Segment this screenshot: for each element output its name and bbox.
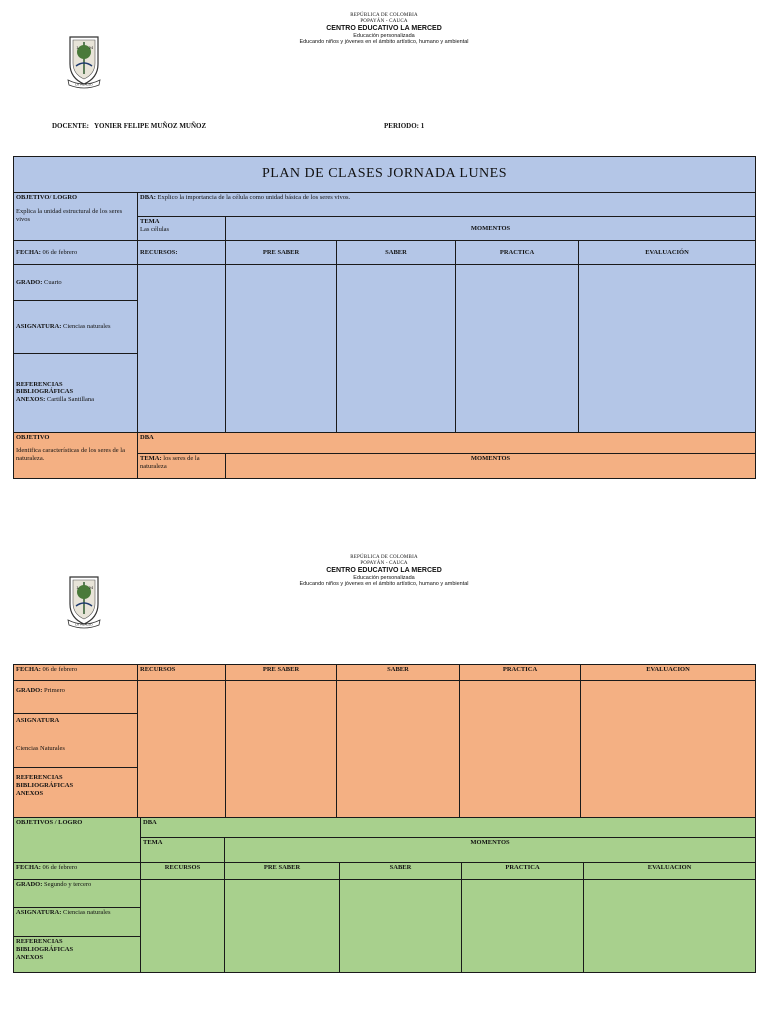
asignatura-value: Ciencias naturales xyxy=(63,323,111,331)
referencias-cell[interactable] xyxy=(14,937,141,973)
practica-cell[interactable] xyxy=(456,265,579,433)
grado-value: Primero xyxy=(43,687,65,694)
recursos-cell[interactable] xyxy=(141,880,225,973)
fecha-cell[interactable] xyxy=(14,241,138,265)
school-name: CENTRO EDUCATIVO LA MERCED xyxy=(326,566,442,574)
tema-text: los seres de la naturaleza xyxy=(140,455,200,470)
bibliograficas-label: BIBLIOGRÁFICAS xyxy=(16,388,74,396)
referencias-label: REFERENCIAS xyxy=(16,380,63,388)
objetivo-label: OBJETIVO xyxy=(16,434,50,441)
evaluacion-header: EVALUACION xyxy=(584,863,756,880)
anexos-label: ANEXOS xyxy=(16,789,44,797)
saber-cell[interactable] xyxy=(337,681,460,818)
fecha-value: 06 de febrero xyxy=(42,248,78,256)
plan-title: PLAN DE CLASES JORNADA LUNES xyxy=(14,157,756,193)
objetivo-cell[interactable] xyxy=(14,818,141,863)
fecha-value: 06 de febrero xyxy=(42,864,78,871)
svg-text:LA MERCED: LA MERCED xyxy=(75,82,93,87)
recursos-cell[interactable] xyxy=(138,681,226,818)
teacher-line xyxy=(52,122,206,130)
city-text: POPAYÁN - CAUCA xyxy=(360,560,408,566)
objetivo-label: OBJETIVO/ LOGRO xyxy=(16,194,78,201)
tema-cell[interactable] xyxy=(138,217,226,241)
objetivo-cell[interactable] xyxy=(14,433,138,479)
tema-text: Las células xyxy=(140,225,170,233)
evaluacion-cell[interactable] xyxy=(584,880,756,973)
asignatura-cell[interactable] xyxy=(14,908,141,937)
period-label: PERIODO: xyxy=(384,122,419,130)
asignatura-value: Ciencias Naturales xyxy=(16,744,65,752)
recursos-header: RECURSOS: xyxy=(138,241,226,265)
plan-table-2-bottom xyxy=(13,664,756,818)
school-crest-logo xyxy=(66,574,102,630)
dba-cell[interactable] xyxy=(138,193,756,217)
referencias-label: REFERENCIAS xyxy=(16,938,63,945)
teacher-label: DOCENTE: xyxy=(52,122,89,130)
grado-label: GRADO: xyxy=(16,278,43,286)
teacher-name: YONIER FELIPE MUÑOZ MUÑOZ xyxy=(93,122,207,130)
practica-header: PRACTICA xyxy=(460,665,581,681)
plan-table-2-top xyxy=(13,432,756,479)
recursos-header: RECURSOS xyxy=(141,863,225,880)
svg-text:L: L xyxy=(76,45,80,50)
fecha-label: FECHA: xyxy=(16,864,41,871)
presaber-cell[interactable] xyxy=(226,681,337,818)
svg-text:M: M xyxy=(89,585,94,590)
anexos-value: Cartilla Santillana xyxy=(46,396,95,404)
practica-cell[interactable] xyxy=(460,681,581,818)
anexos-label: ANEXOS: xyxy=(16,396,46,404)
grado-label: GRADO: xyxy=(16,687,43,694)
mission-text: Educando niños y jóvenes en el ámbito artístico, humano y ambiental xyxy=(299,580,469,587)
dba-cell[interactable]: DBA xyxy=(138,433,756,454)
practica-header: PRACTICA xyxy=(462,863,584,880)
objetivo-text: Explica la unidad estructural de los seres vivos xyxy=(16,207,123,223)
svg-text:L: L xyxy=(76,585,80,590)
tagline-text: Educación personalizada xyxy=(353,32,415,39)
objetivo-text: Identifica características de los seres de la naturaleza. xyxy=(16,446,125,462)
practica-cell[interactable] xyxy=(462,880,584,973)
dba-label: DBA: xyxy=(140,194,156,201)
tema-label: TEMA: xyxy=(140,455,162,462)
referencias-cell[interactable] xyxy=(14,354,138,433)
fecha-value: 06 de febrero xyxy=(42,666,78,673)
practica-header: PRACTICA xyxy=(456,241,579,265)
evaluacion-header: EVALUACION xyxy=(581,665,756,681)
asignatura-cell[interactable] xyxy=(14,714,138,768)
grado-cell[interactable] xyxy=(14,880,141,908)
bibliograficas-label: BIBLIOGRÁFICAS xyxy=(16,945,74,953)
saber-cell[interactable] xyxy=(337,265,456,433)
grado-label: GRADO: xyxy=(16,881,43,888)
mission-text: Educando niños y jóvenes en el ámbito artístico, humano y ambiental xyxy=(299,38,469,45)
momentos-header: MOMENTOS xyxy=(226,454,756,479)
plan-table-3 xyxy=(13,817,756,973)
dba-cell[interactable]: DBA xyxy=(141,818,756,838)
saber-cell[interactable] xyxy=(340,880,462,973)
school-name: CENTRO EDUCATIVO LA MERCED xyxy=(326,24,442,32)
school-header-2 xyxy=(184,555,584,587)
country-text: REPÚBLICA DE COLOMBIA xyxy=(350,555,418,560)
country-text: REPÚBLICA DE COLOMBIA xyxy=(350,13,418,18)
school-header xyxy=(184,13,584,45)
referencias-cell[interactable] xyxy=(14,768,138,818)
asignatura-value: Ciencias naturales xyxy=(63,909,111,916)
tema-label: TEMA xyxy=(140,218,160,225)
dba-text: Explico la importancia de la célula como unidad básica de los seres vivos. xyxy=(157,194,351,201)
svg-text:M: M xyxy=(89,45,94,50)
fecha-label: FECHA: xyxy=(16,666,41,673)
presaber-cell[interactable] xyxy=(226,265,337,433)
momentos-header: MOMENTOS xyxy=(226,217,756,241)
tema-cell[interactable] xyxy=(138,454,226,479)
tagline-text: Educación personalizada xyxy=(353,574,415,581)
bibliograficas-label: BIBLIOGRÁFICAS xyxy=(16,781,74,789)
grado-value: Segundo y tercero xyxy=(43,881,92,888)
presaber-header: PRE SABER xyxy=(226,241,337,265)
saber-header: SABER xyxy=(337,241,456,265)
plan-table-1 xyxy=(13,156,756,433)
tema-cell[interactable]: TEMA xyxy=(141,838,225,863)
asignatura-label: ASIGNATURA: xyxy=(16,909,62,916)
saber-header: SABER xyxy=(340,863,462,880)
period-value: 1 xyxy=(420,122,425,130)
grado-cell[interactable] xyxy=(14,265,138,301)
fecha-cell[interactable] xyxy=(14,863,141,880)
objetivo-cell xyxy=(14,193,138,241)
evaluacion-cell[interactable] xyxy=(581,681,756,818)
presaber-header: PRE SABER xyxy=(225,863,340,880)
school-crest-logo xyxy=(66,34,102,90)
evaluacion-cell[interactable] xyxy=(579,265,756,433)
city-text: POPAYÁN - CAUCA xyxy=(360,18,408,24)
presaber-cell[interactable] xyxy=(225,880,340,973)
evaluacion-header: EVALUACIÓN xyxy=(579,241,756,265)
asignatura-label: ASIGNATURA xyxy=(16,717,60,724)
anexos-label: ANEXOS xyxy=(16,953,44,961)
fecha-label: FECHA: xyxy=(16,248,41,256)
saber-header: SABER xyxy=(337,665,460,681)
grado-cell[interactable] xyxy=(14,681,138,714)
momentos-header: MOMENTOS xyxy=(225,838,756,863)
fecha-cell[interactable] xyxy=(14,665,138,681)
objetivo-label: OBJETIVOS / LOGRO xyxy=(16,819,83,826)
presaber-header: PRE SABER xyxy=(226,665,337,681)
period-line xyxy=(384,122,424,130)
recursos-header: RECURSOS xyxy=(138,665,226,681)
recursos-cell[interactable] xyxy=(138,265,226,433)
grado-value: Cuarto xyxy=(43,278,62,286)
referencias-label: REFERENCIAS xyxy=(16,774,63,781)
asignatura-cell[interactable] xyxy=(14,301,138,354)
svg-text:LA MERCED: LA MERCED xyxy=(75,622,93,627)
asignatura-label: ASIGNATURA: xyxy=(16,323,62,331)
